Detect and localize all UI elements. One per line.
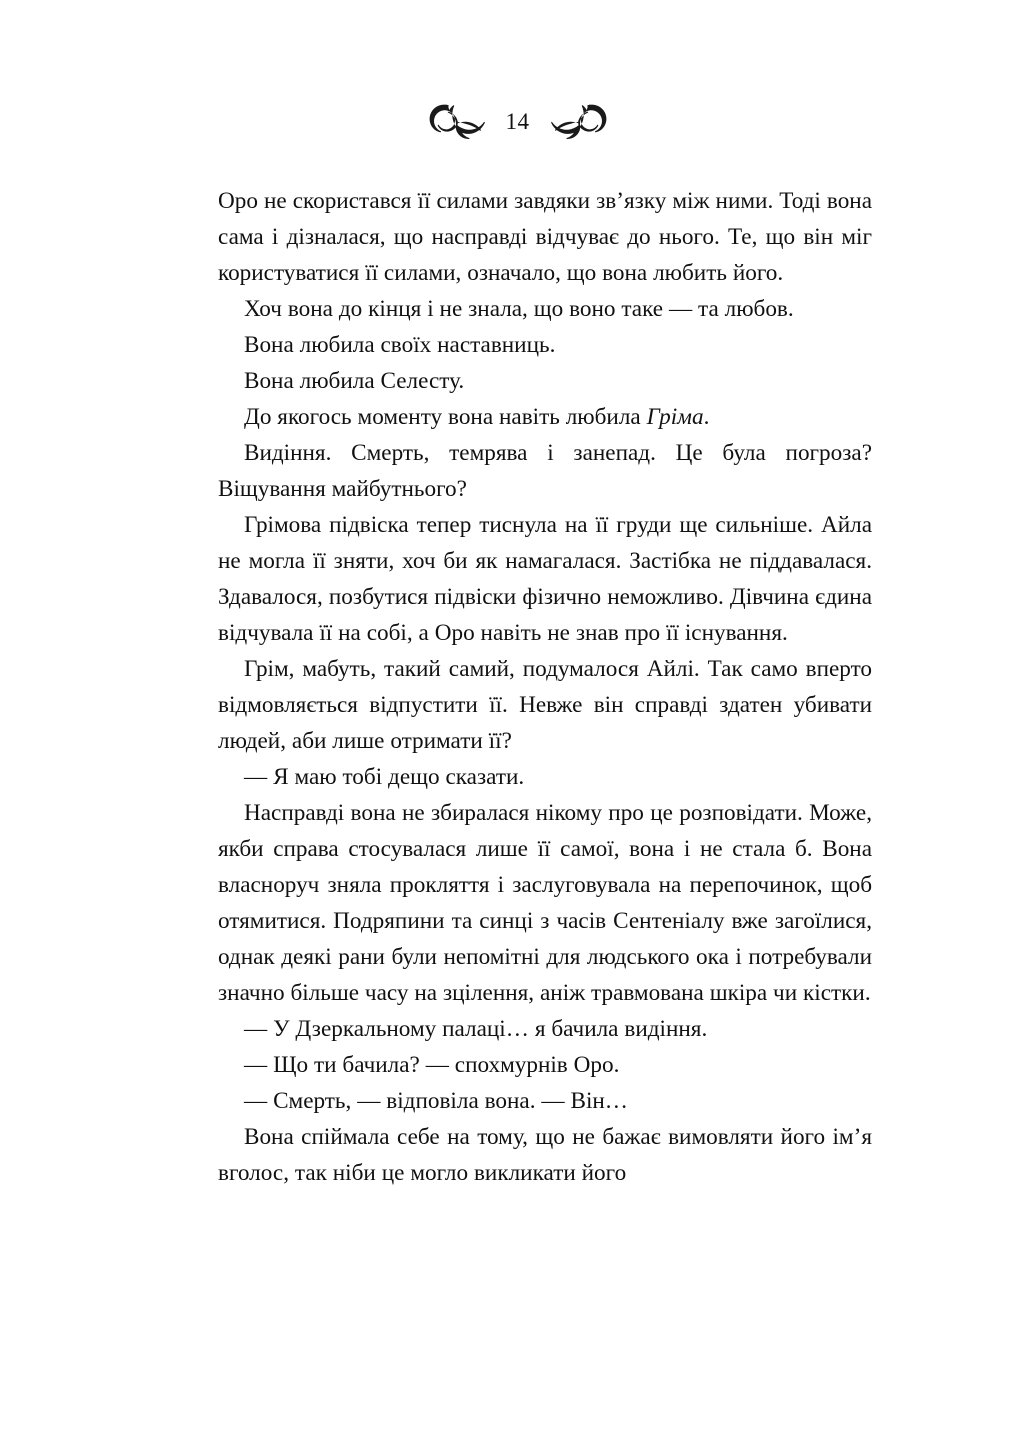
paragraph: Вона любила своїх наставниць. — [244, 332, 556, 358]
paragraph: Грімова підвіска тепер тиснула на її груди ще сильніше. Айла не могла її зняти, хоч би як намагалася. Застібка не піддавалася. Здавалося, позбутися підвіски фізично неможливо. Дівчина єдина відчувала її на собі, а Оро навіть не знав про її існування. — [218, 512, 872, 646]
swirl-ornament-right-icon — [548, 102, 612, 142]
paragraph: Видіння. Смерть, темрява і занепад. Це була погроза? Віщування майбутнього? — [218, 440, 872, 502]
page-number: 14 — [505, 108, 530, 134]
body-text-block — [218, 183, 872, 1191]
dialogue-line: — Що ти бачила? — спохмурнів Оро. — [244, 1052, 620, 1078]
running-head — [0, 96, 1035, 148]
dialogue-line: — Я маю тобі дещо сказати. — [244, 764, 525, 790]
paragraph-with-italic — [218, 399, 872, 435]
dialogue-line: — У Дзеркальному палаці… я бачила видіння. — [244, 1016, 708, 1042]
paragraph: Вона любила Селесту. — [244, 368, 465, 394]
paragraph-text-lead: До якогось моменту вона навіть любила — [244, 404, 647, 430]
paragraph: Оро не скористався її силами завдяки зв’язку між ними. Тоді вона сама і дізналася, що насправді відчуває до нього. Те, що він міг користуватися її силами, означало, що вона любить його. — [218, 188, 872, 286]
italic-name: Гріма — [646, 404, 704, 430]
paragraph: Насправді вона не збиралася нікому про це розповідати. Може, якби справа стосувалася лише її самої, вона і не стала б. Вона власноруч зняла прокляття і заслуговувала на перепочинок, щоб отямитися. Подряпини та синці з часів Сентеніалу вже загоїлися, однак деякі рани були непомітні для людського ока і потребували значно більше часу на зцілення, аніж травмована шкіра чи кістки. — [218, 800, 872, 1006]
swirl-ornament-left-icon — [424, 102, 488, 142]
paragraph: Хоч вона до кінця і не знала, що воно таке — та любов. — [244, 296, 794, 322]
paragraph: Вона спіймала себе на тому, що не бажає вимовляти його ім’я вголос, так ніби це могло викликати його — [218, 1124, 872, 1186]
paragraph: Грім, мабуть, такий самий, подумалося Айлі. Так само вперто відмовляється відпустити її. Невже він справді здатен убивати людей, аби лише отримати її? — [218, 656, 872, 754]
paragraph-text-tail: . — [703, 404, 710, 430]
dialogue-line: — Смерть, — відповіла вона. — Він… — [244, 1088, 628, 1114]
